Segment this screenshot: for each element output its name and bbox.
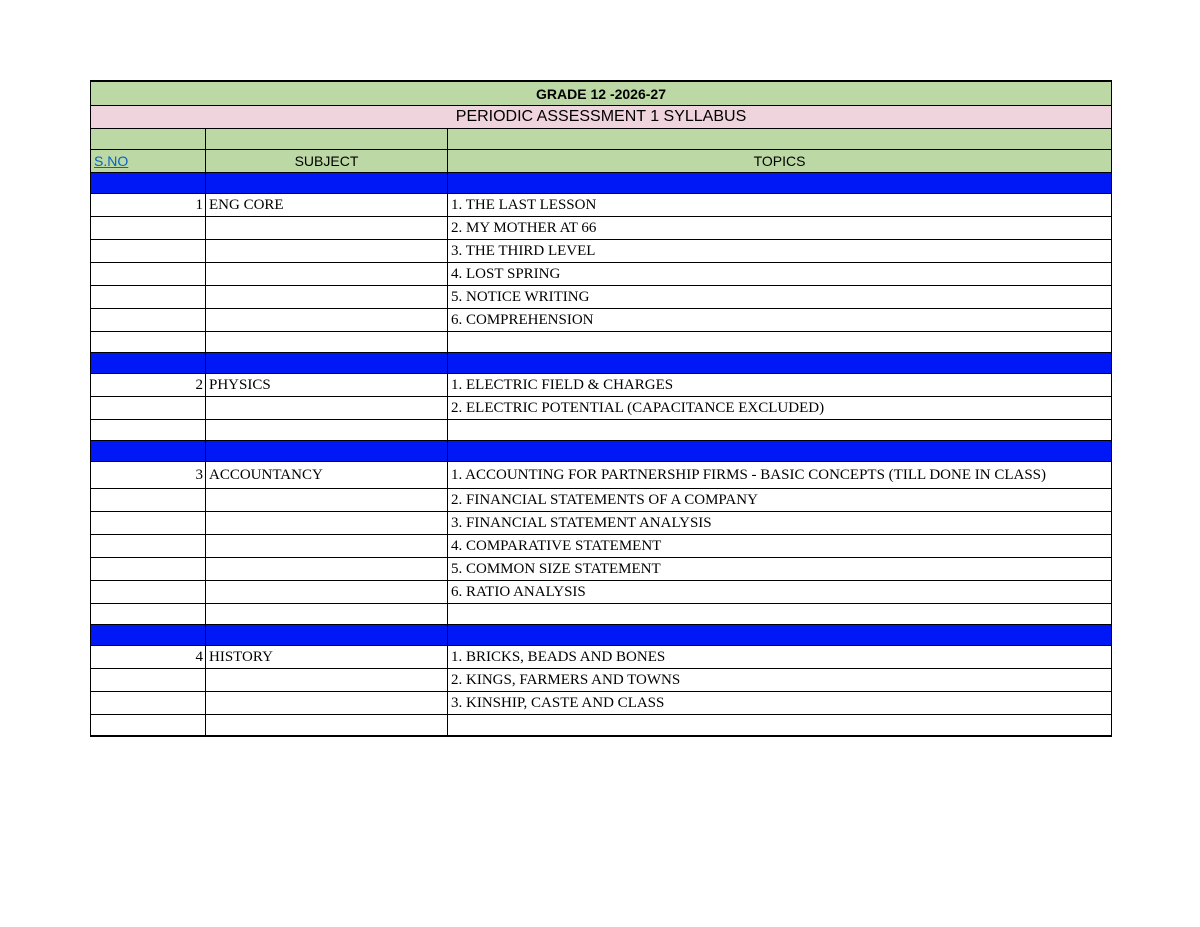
subtitle-row (91, 106, 1112, 129)
empty-cell[interactable] (448, 332, 1112, 353)
column-header-row (91, 150, 1112, 173)
topic-cell[interactable]: 1. BRICKS, BEADS AND BONES (448, 646, 1112, 669)
subject-topic-row (91, 286, 1112, 309)
subject-topic-row (91, 692, 1112, 715)
empty-cell[interactable] (206, 420, 448, 441)
subject-cell[interactable]: ACCOUNTANCY (206, 462, 448, 489)
separator-cell[interactable] (448, 441, 1112, 462)
sheet-subtitle[interactable]: PERIODIC ASSESSMENT 1 SYLLABUS (91, 106, 1112, 129)
subject-cell[interactable] (206, 309, 448, 332)
subject-topic-row (91, 669, 1112, 692)
subject-cell[interactable] (206, 535, 448, 558)
subject-cell[interactable]: PHYSICS (206, 374, 448, 397)
empty-cell[interactable] (91, 715, 206, 737)
topics-column-header[interactable]: TOPICS (448, 150, 1112, 173)
sno-column-header[interactable] (91, 150, 206, 173)
separator-cell[interactable] (448, 173, 1112, 194)
separator-cell[interactable] (206, 173, 448, 194)
separator-cell[interactable] (91, 173, 206, 194)
separator-cell[interactable] (206, 353, 448, 374)
sheet-title[interactable]: GRADE 12 -2026-27 (91, 81, 1112, 106)
empty-cell[interactable] (206, 332, 448, 353)
topic-cell[interactable]: 1. THE LAST LESSON (448, 194, 1112, 217)
topic-cell[interactable]: 3. THE THIRD LEVEL (448, 240, 1112, 263)
sno-cell[interactable] (91, 217, 206, 240)
empty-cell[interactable] (91, 420, 206, 441)
empty-cell[interactable] (91, 332, 206, 353)
blank-cell[interactable] (206, 129, 448, 150)
title-row (91, 81, 1112, 106)
subject-topic-row (91, 374, 1112, 397)
blank-cell[interactable] (91, 129, 206, 150)
topic-cell[interactable]: 6. RATIO ANALYSIS (448, 581, 1112, 604)
subject-cell[interactable] (206, 217, 448, 240)
empty-row (91, 420, 1112, 441)
subject-topic-row (91, 489, 1112, 512)
empty-cell[interactable] (448, 420, 1112, 441)
sno-cell[interactable] (91, 558, 206, 581)
subject-cell[interactable] (206, 489, 448, 512)
subject-cell[interactable] (206, 240, 448, 263)
empty-cell[interactable] (206, 715, 448, 737)
empty-cell[interactable] (91, 604, 206, 625)
subject-topic-row (91, 462, 1112, 489)
topic-cell[interactable]: 4. COMPARATIVE STATEMENT (448, 535, 1112, 558)
separator-cell[interactable] (91, 441, 206, 462)
subject-topic-row (91, 646, 1112, 669)
sno-cell[interactable] (91, 692, 206, 715)
blank-header-row (91, 129, 1112, 150)
subject-cell[interactable] (206, 692, 448, 715)
sno-cell[interactable] (91, 240, 206, 263)
topic-cell[interactable]: 2. ELECTRIC POTENTIAL (CAPACITANCE EXCLUDED) (448, 397, 1112, 420)
topic-cell[interactable]: 3. KINSHIP, CASTE AND CLASS (448, 692, 1112, 715)
subject-topic-row (91, 558, 1112, 581)
subject-cell[interactable]: ENG CORE (206, 194, 448, 217)
sno-cell[interactable] (91, 263, 206, 286)
subject-topic-row (91, 309, 1112, 332)
subject-topic-row (91, 397, 1112, 420)
sno-cell[interactable] (91, 286, 206, 309)
topic-cell[interactable]: 4. LOST SPRING (448, 263, 1112, 286)
subject-cell[interactable] (206, 558, 448, 581)
subject-topic-row (91, 581, 1112, 604)
sno-cell[interactable]: 3 (91, 462, 206, 489)
separator-row (91, 441, 1112, 462)
topic-cell[interactable]: 1. ACCOUNTING FOR PARTNERSHIP FIRMS - BASIC CONCEPTS (TILL DONE IN CLASS) (448, 462, 1112, 489)
topic-cell[interactable]: 2. FINANCIAL STATEMENTS OF A COMPANY (448, 489, 1112, 512)
topic-cell[interactable]: 5. NOTICE WRITING (448, 286, 1112, 309)
sno-cell[interactable] (91, 581, 206, 604)
subject-cell[interactable] (206, 512, 448, 535)
topic-cell[interactable]: 6. COMPREHENSION (448, 309, 1112, 332)
separator-row (91, 625, 1112, 646)
sno-cell[interactable] (91, 309, 206, 332)
subject-topic-row (91, 263, 1112, 286)
empty-row (91, 332, 1112, 353)
separator-cell[interactable] (206, 625, 448, 646)
sno-cell[interactable] (91, 397, 206, 420)
topic-cell[interactable]: 2. MY MOTHER AT 66 (448, 217, 1112, 240)
empty-cell[interactable] (448, 715, 1112, 737)
empty-row (91, 604, 1112, 625)
subject-topic-row (91, 217, 1112, 240)
separator-cell[interactable] (448, 353, 1112, 374)
sno-cell[interactable] (91, 489, 206, 512)
separator-cell[interactable] (448, 625, 1112, 646)
subject-column-header[interactable]: SUBJECT (206, 150, 448, 173)
separator-cell[interactable] (206, 441, 448, 462)
empty-cell[interactable] (206, 604, 448, 625)
sno-cell[interactable]: 2 (91, 374, 206, 397)
sno-cell[interactable]: 1 (91, 194, 206, 217)
subject-topic-row (91, 535, 1112, 558)
topic-cell[interactable]: 3. FINANCIAL STATEMENT ANALYSIS (448, 512, 1112, 535)
sno-header-link[interactable]: S.NO (94, 153, 129, 169)
separator-cell[interactable] (91, 353, 206, 374)
subject-topic-row (91, 240, 1112, 263)
empty-row (91, 715, 1112, 737)
subject-cell[interactable] (206, 581, 448, 604)
separator-row (91, 173, 1112, 194)
syllabus-table (90, 80, 1112, 737)
blank-cell[interactable] (448, 129, 1112, 150)
subject-topic-row (91, 194, 1112, 217)
subject-topic-row (91, 512, 1112, 535)
separator-cell[interactable] (91, 625, 206, 646)
subject-cell[interactable]: HISTORY (206, 646, 448, 669)
empty-cell[interactable] (448, 604, 1112, 625)
sno-cell[interactable] (91, 535, 206, 558)
topic-cell[interactable]: 2. KINGS, FARMERS AND TOWNS (448, 669, 1112, 692)
subject-cell[interactable] (206, 397, 448, 420)
topic-cell[interactable]: 5. COMMON SIZE STATEMENT (448, 558, 1112, 581)
separator-row (91, 353, 1112, 374)
subject-cell[interactable] (206, 669, 448, 692)
subject-cell[interactable] (206, 263, 448, 286)
subject-cell[interactable] (206, 286, 448, 309)
sno-cell[interactable] (91, 669, 206, 692)
sno-cell[interactable] (91, 512, 206, 535)
sno-cell[interactable]: 4 (91, 646, 206, 669)
topic-cell[interactable]: 1. ELECTRIC FIELD & CHARGES (448, 374, 1112, 397)
